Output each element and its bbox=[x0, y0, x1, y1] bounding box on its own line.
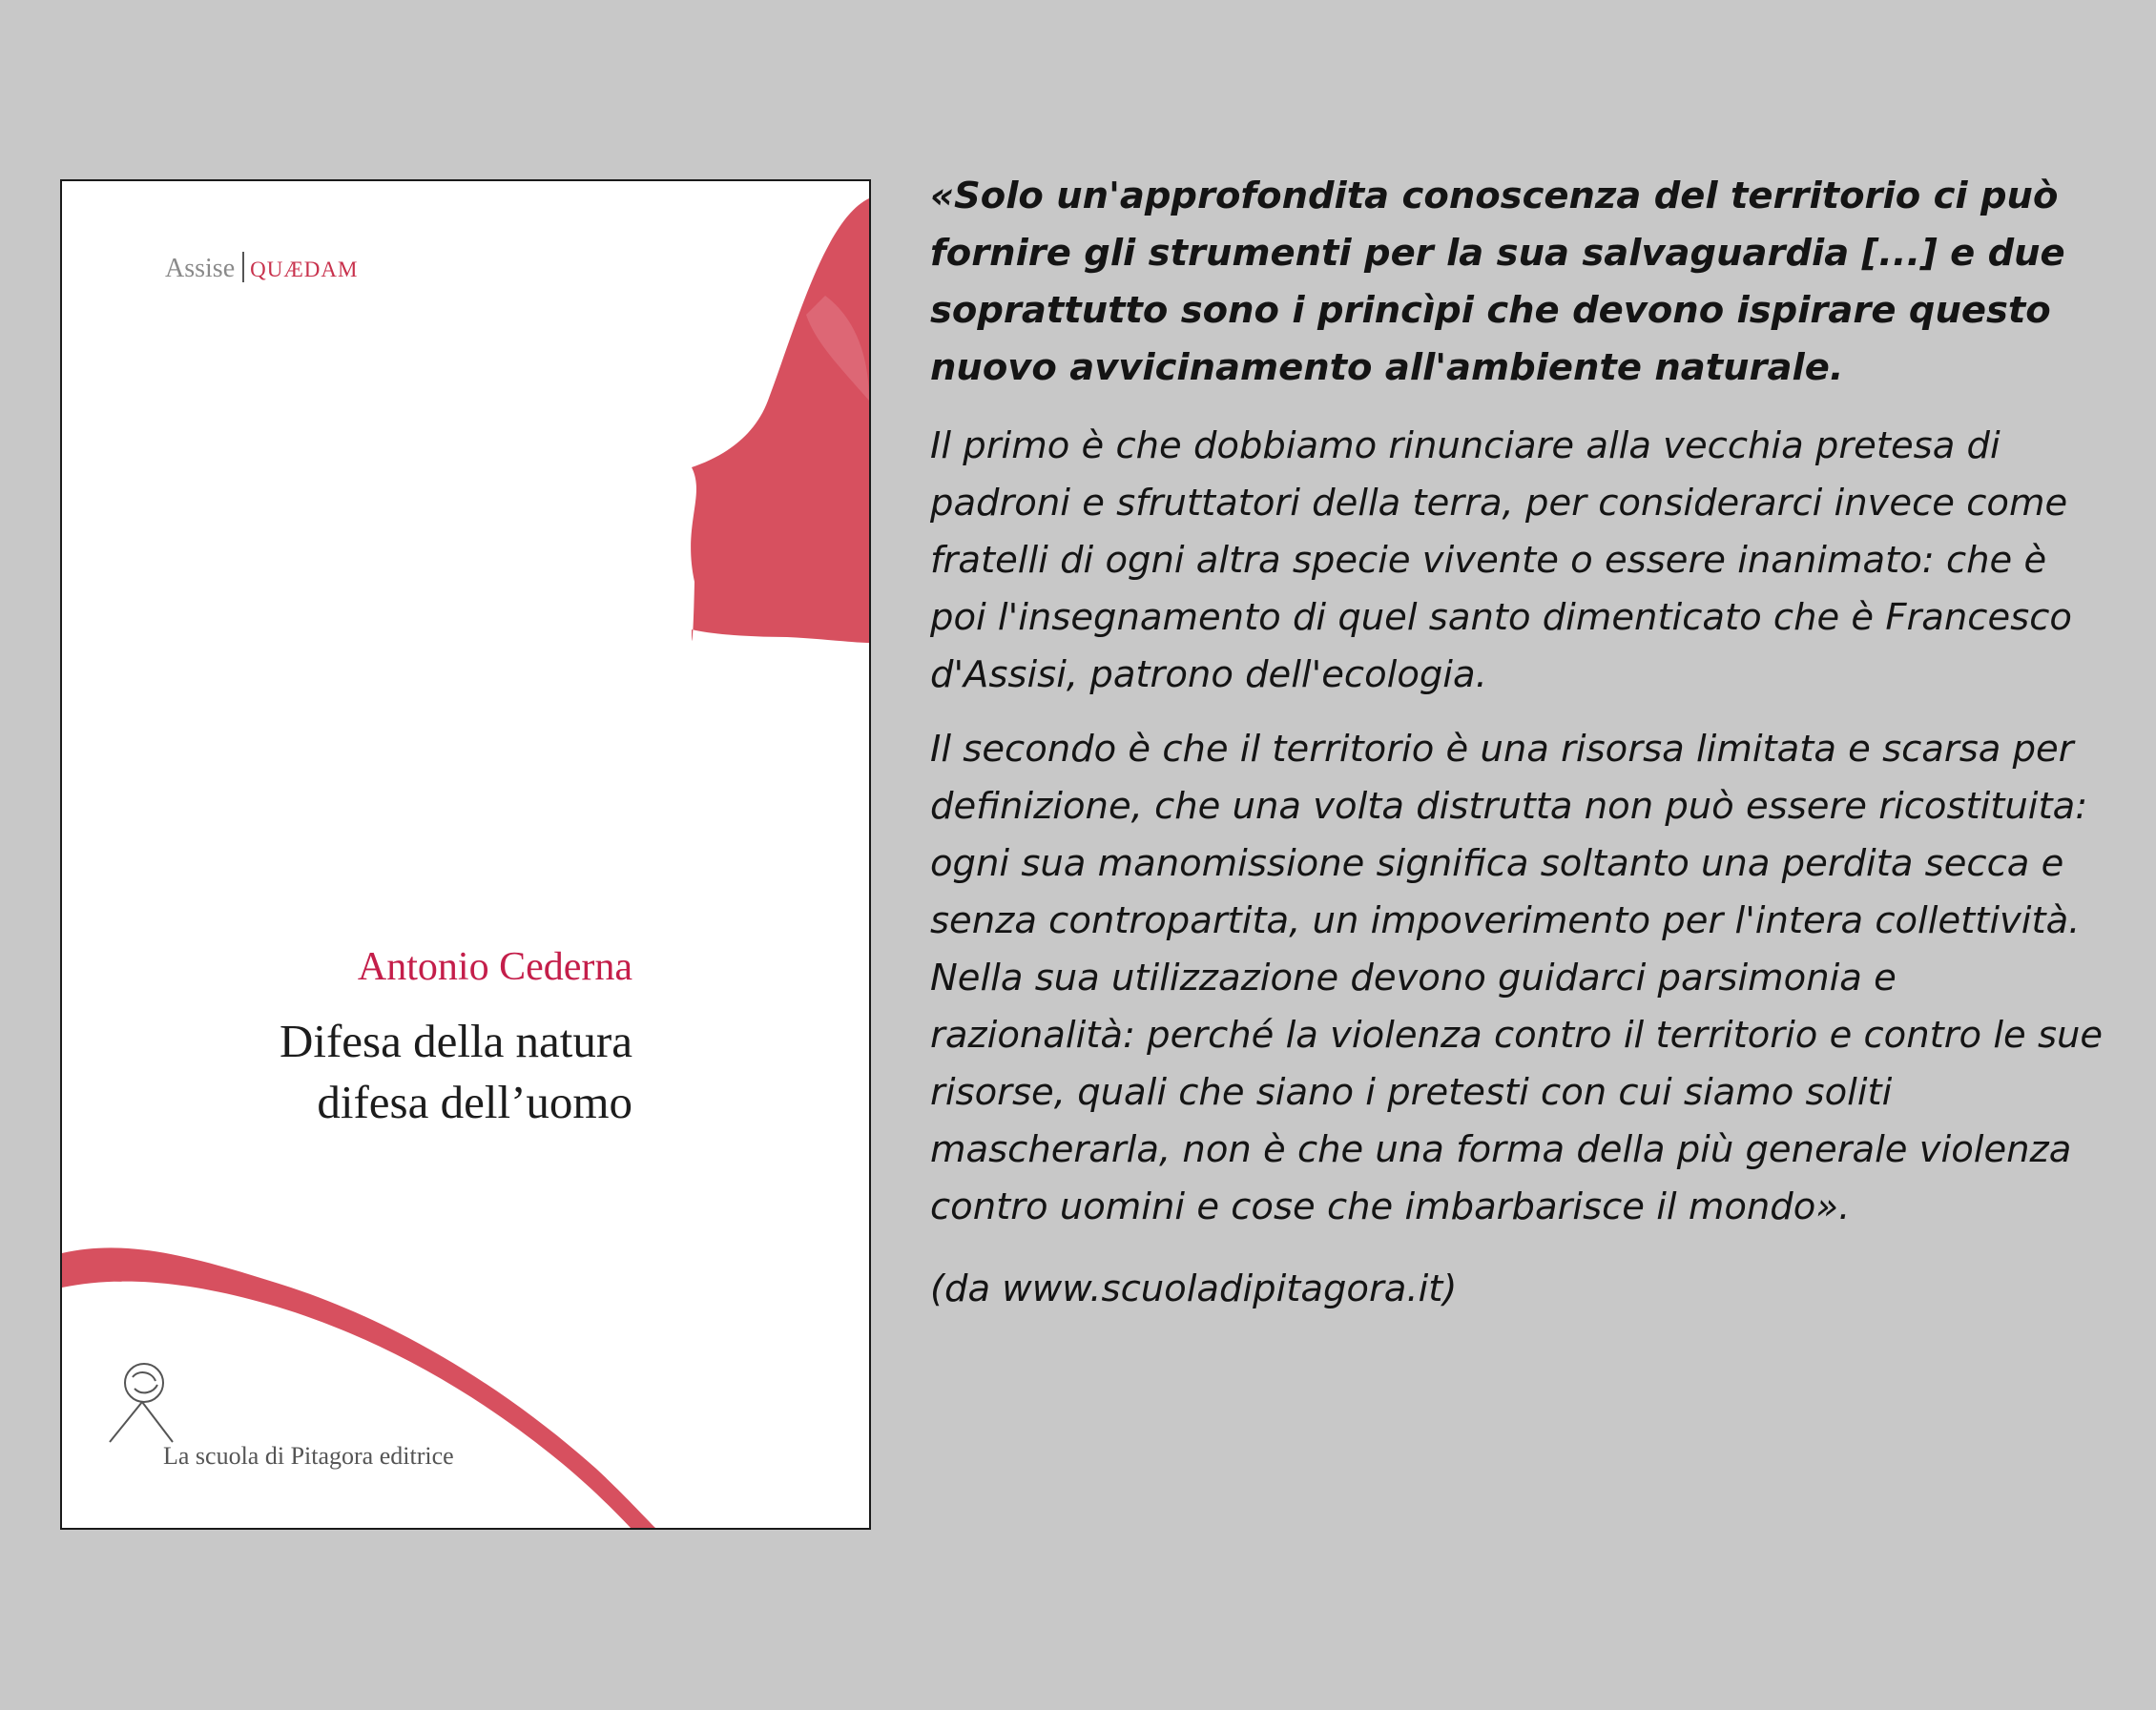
book-cover bbox=[60, 179, 871, 1530]
cover-red-brushstrokes bbox=[62, 181, 869, 1528]
book-title-line-1: Difesa della natura bbox=[279, 1015, 632, 1067]
quote-lead: «Solo un'approfondita conoscenza del territorio ci può fornire gli strumenti per la sua salvaguardia [...] e due soprattutto sono i princìpi che devono ispirare questo nuovo avvicinamento all'ambiente naturale. bbox=[930, 175, 2065, 389]
author-name: Antonio Cederna bbox=[357, 945, 632, 989]
series-label bbox=[165, 252, 358, 284]
series-separator bbox=[242, 252, 244, 282]
book-title bbox=[280, 1011, 632, 1133]
publisher-name: La scuola di Pitagora editrice bbox=[163, 1442, 454, 1470]
red-blot-top-right bbox=[691, 198, 869, 643]
quote-paragraph-1: Il primo è che dobbiamo rinunciare alla vecchia pretesa di padroni e sfruttatori della terra, per considerarci invece come fratelli di ogni altra specie vivente o essere inanimato: che è poi l'insegnamento di quel santo dimenticato che è Francesco d'Assisi, patrono dell'ecologia. bbox=[930, 424, 2072, 696]
imprint-name: QUÆDAM bbox=[250, 258, 359, 281]
quote-text-column bbox=[930, 168, 2104, 1335]
series-name: Assise bbox=[165, 254, 236, 283]
quote-source: (da www.scuoladipitagora.it) bbox=[930, 1267, 1458, 1310]
quote-paragraph-2: Il secondo è che il territorio è una risorsa limitata e scarsa per definizione, che una volta distrutta non può essere ricostituita: ogni sua manomissione significa soltanto una perdita secca e senza contropartita, un impoverimento per l'intera collettività. Nella sua utilizzazione devono guidarci parsimonia e razionalità: perché la violenza contro il territorio e contro le sue risorse, quali che siano i pretesti con cui siamo soliti mascherarla, non è che una forma della più generale violenza contro uomini e cose che imbarbarisce il mondo». bbox=[930, 728, 2104, 1228]
book-title-line-2: difesa dell’uomo bbox=[317, 1076, 632, 1128]
